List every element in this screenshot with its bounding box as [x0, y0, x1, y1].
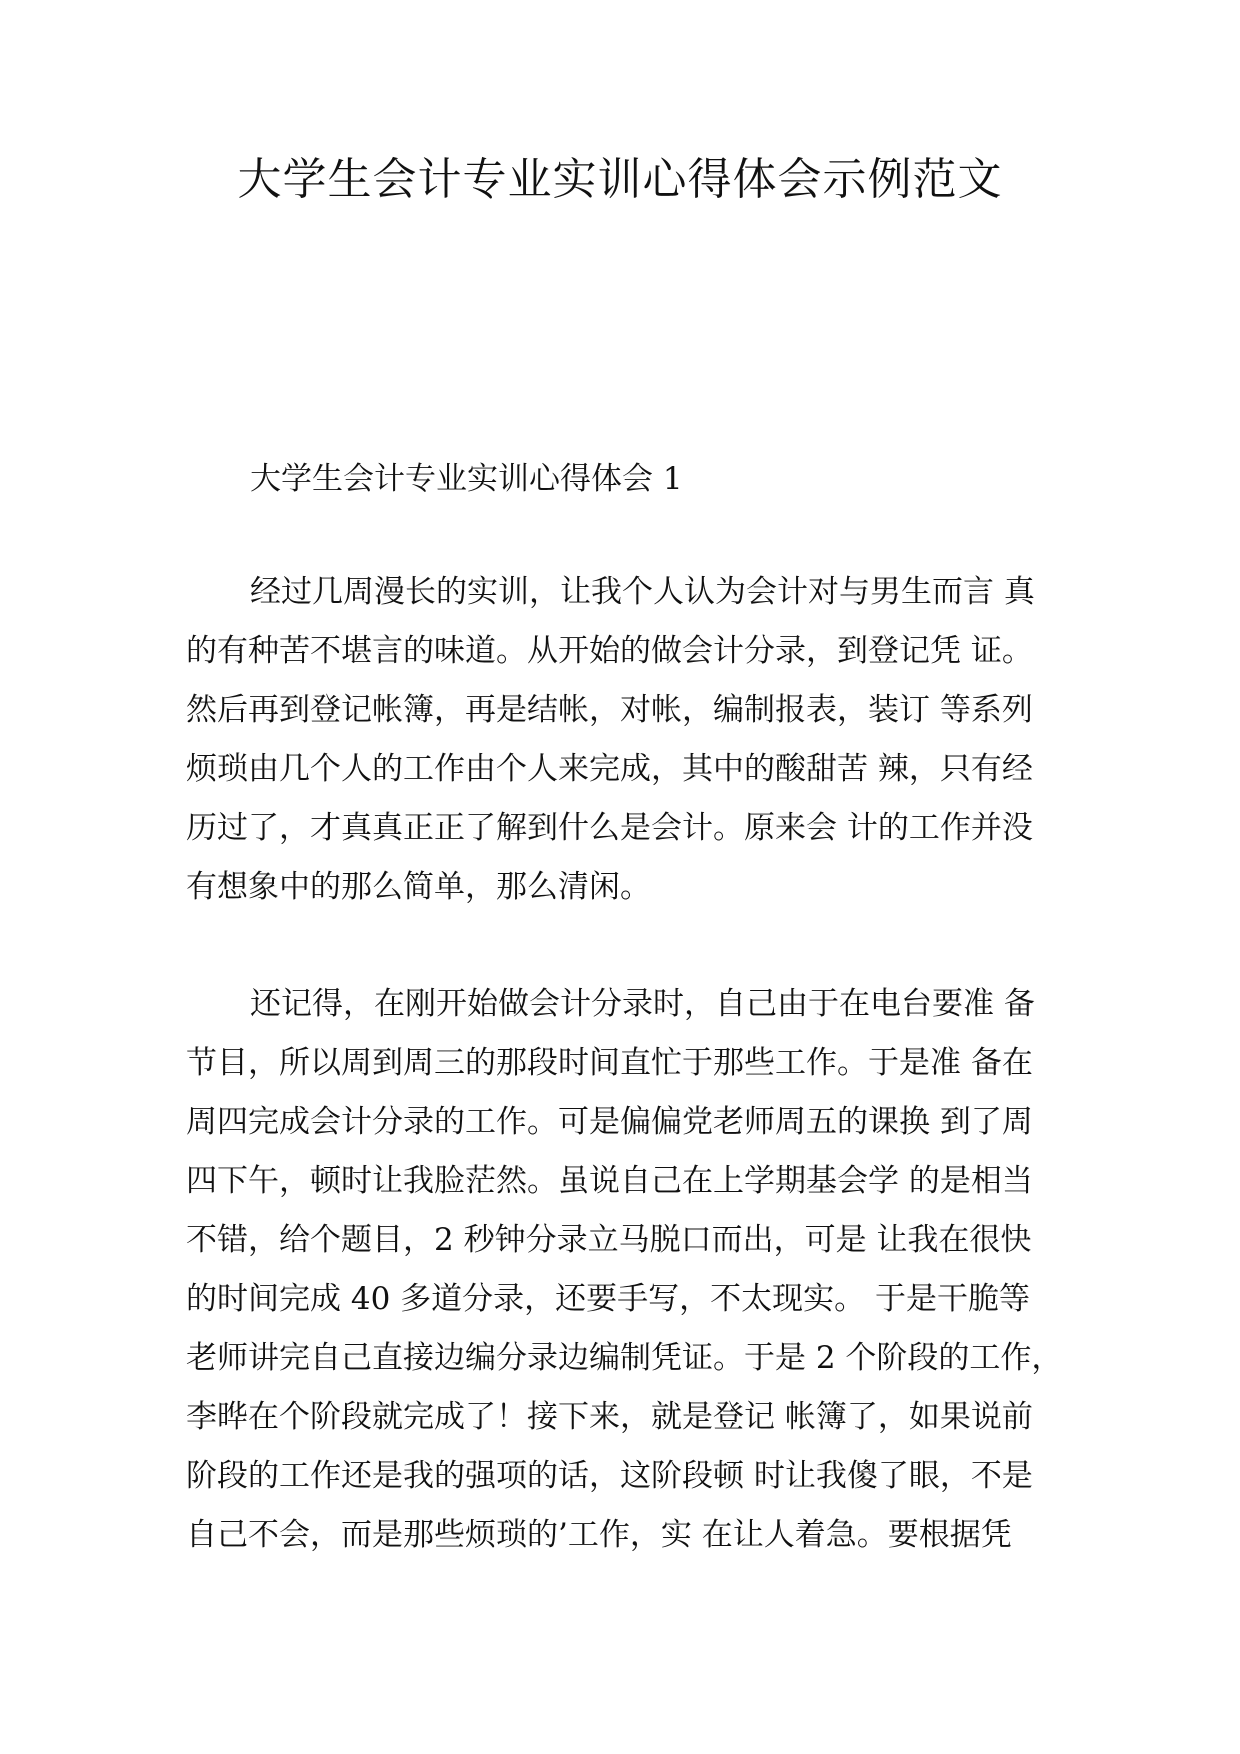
paragraph-line: 自己不会，而是那些烦琐的’工作，实 在让人着急。要根据凭 [186, 1517, 1012, 1553]
paragraph-line: 老师讲完自己直接边编分录边编制凭证。于是 2 个阶段的工作， [186, 1340, 1063, 1376]
paragraph-line: 四下午，顿时让我脸茫然。虽说自己在上学期基会学 的是相当 [186, 1163, 1033, 1199]
paragraph-line: 节目，所以周到周三的那段时间直忙于那些工作。于是准 备在 [186, 1045, 1033, 1081]
paragraph-line: 的有种苦不堪言的味道。从开始的做会计分录，到登记凭 证。 [186, 633, 1033, 669]
paragraph-line: 烦琐由几个人的工作由个人来完成，其中的酸甜苦 辣，只有经 [186, 751, 1033, 787]
paragraph-line: 还记得，在刚开始做会计分录时，自己由于在电台要准 备 [250, 986, 1035, 1022]
section-heading: 大学生会计专业实训心得体会 1 [250, 461, 683, 497]
paragraph-line: 不错，给个题目，2 秒钟分录立马脱口而出，可是 让我在很快 [186, 1222, 1032, 1258]
paragraph-line: 历过了，才真真正正了解到什么是会计。原来会 计的工作并没 [186, 810, 1033, 846]
paragraph-line: 经过几周漫长的实训，让我个人认为会计对与男生而言 真 [250, 574, 1035, 610]
paragraph-line: 的时间完成 40 多道分录，还要手写，不太现实。 于是干脆等 [186, 1281, 1031, 1317]
paragraph-line: 阶段的工作还是我的强项的话，这阶段顿 时让我傻了眼，不是 [186, 1458, 1033, 1494]
paragraph-1 [186, 563, 1066, 917]
paragraph-line: 李晔在个阶段就完成了！接下来，就是登记 帐簿了，如果说前 [186, 1399, 1033, 1435]
paragraph-2 [186, 975, 1066, 1565]
paragraph-line: 然后再到登记帐簿，再是结帐，对帐，编制报表，装订 等系列 [186, 692, 1033, 728]
document-title: 大学生会计专业实训心得体会示例范文 [237, 154, 1003, 205]
paragraph-line: 有想象中的那么简单，那么清闲。 [186, 869, 651, 905]
paragraph-line: 周四完成会计分录的工作。可是偏偏党老师周五的课换 到了周 [186, 1104, 1033, 1140]
